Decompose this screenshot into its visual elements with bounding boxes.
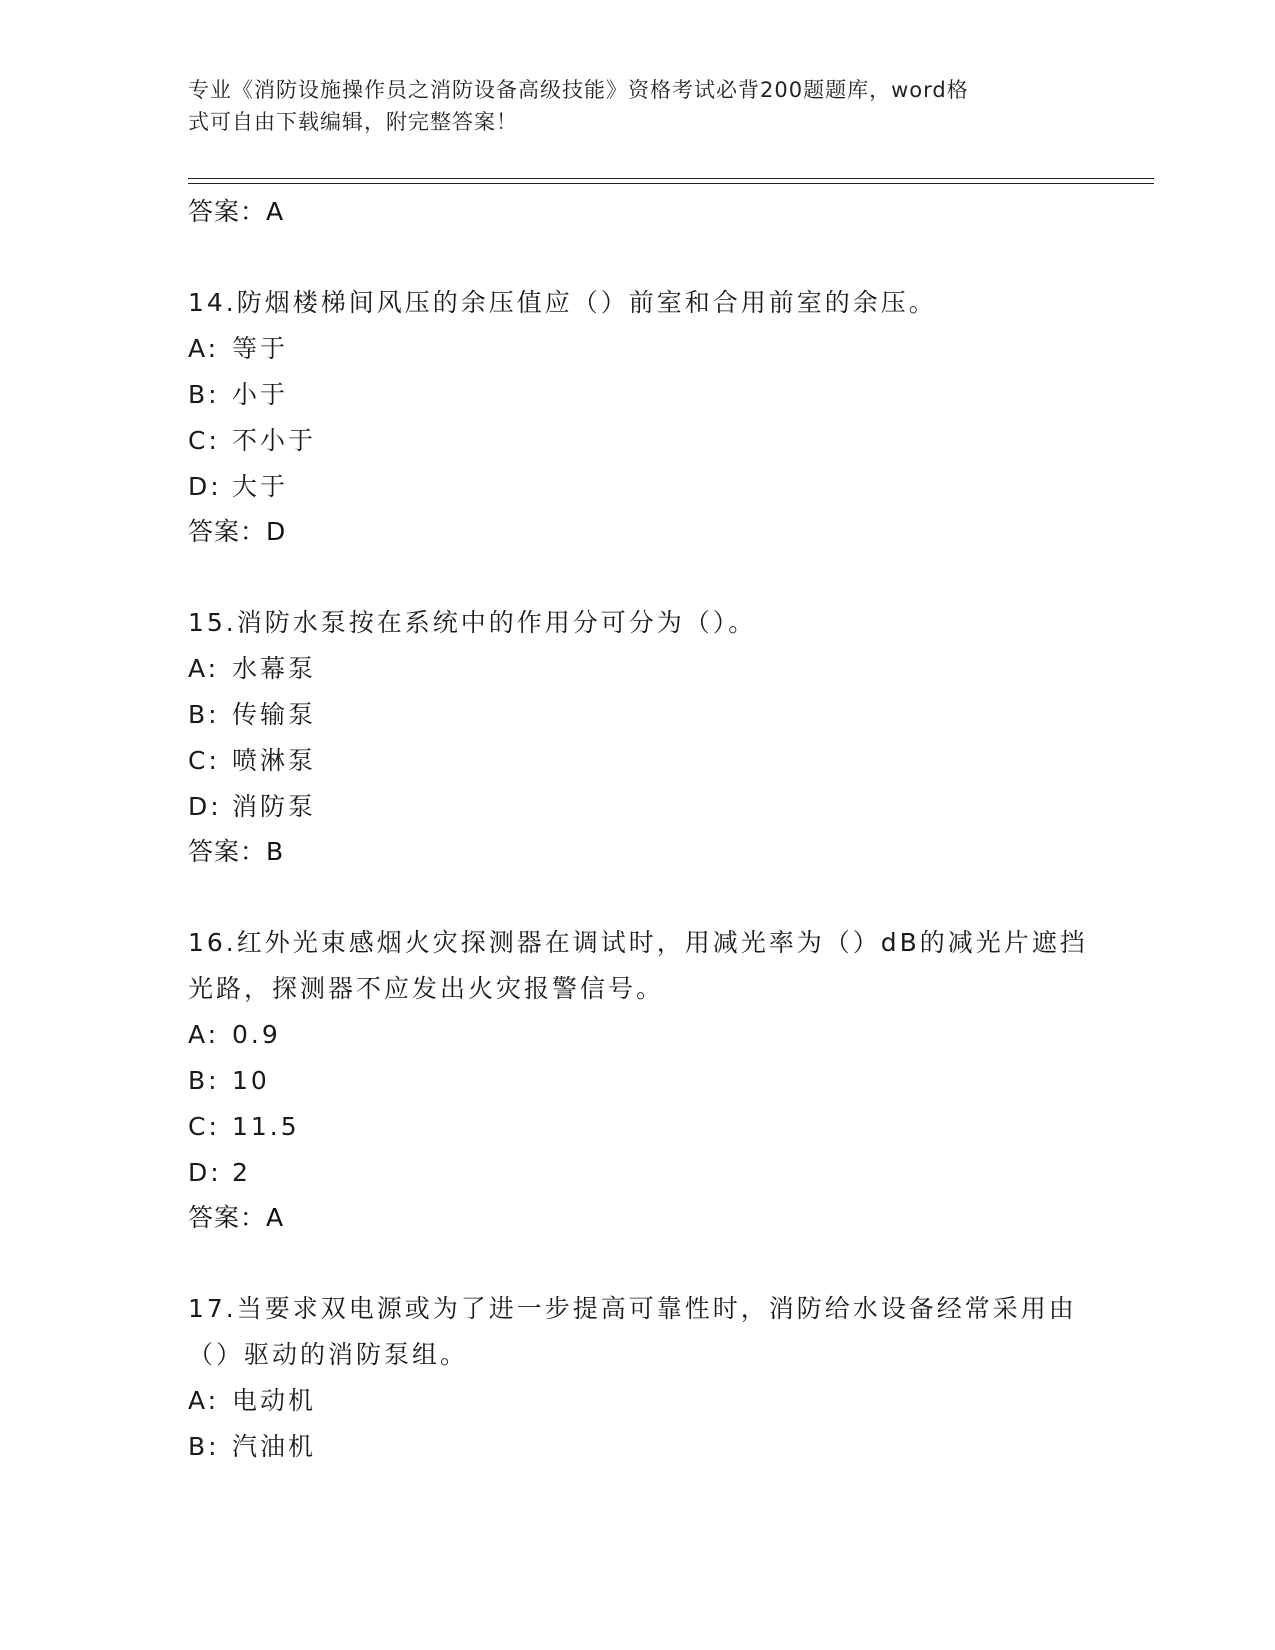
- answer-label: 答案：B: [188, 837, 285, 866]
- option-key: B:: [188, 1432, 220, 1461]
- question-item: [188, 600, 1088, 874]
- option-c: [188, 738, 1088, 784]
- option-d: [188, 464, 1088, 510]
- option-c: [188, 418, 1088, 464]
- question-list: [188, 190, 1088, 1470]
- header-divider-top: [188, 178, 1154, 179]
- option-text: 11.5: [232, 1112, 300, 1141]
- option-key: B:: [188, 380, 220, 409]
- option-b: [188, 1424, 1088, 1470]
- option-key: A:: [188, 654, 220, 683]
- question-text: 17.当要求双电源或为了进一步提高可靠性时，消防给水设备经常采用由（）驱动的消防泵组。: [188, 1294, 1077, 1369]
- option-c: [188, 1104, 1088, 1150]
- question-item: [188, 280, 1088, 554]
- option-text: 10: [232, 1066, 270, 1095]
- option-key: D:: [188, 1158, 222, 1187]
- option-text: 电动机: [232, 1386, 317, 1415]
- option-text: 汽油机: [232, 1432, 317, 1461]
- option-key: C:: [188, 426, 220, 455]
- option-text: 水幕泵: [232, 654, 317, 683]
- option-b: [188, 372, 1088, 418]
- option-key: B:: [188, 700, 220, 729]
- option-text: 2: [232, 1158, 251, 1187]
- option-key: A:: [188, 334, 220, 363]
- option-a: [188, 1012, 1088, 1058]
- option-key: D:: [188, 792, 222, 821]
- option-text: 传输泵: [232, 700, 317, 729]
- answer-label: 答案：A: [188, 197, 285, 226]
- option-b: [188, 1058, 1088, 1104]
- option-a: [188, 326, 1088, 372]
- option-key: D:: [188, 472, 222, 501]
- option-key: C:: [188, 746, 220, 775]
- option-a: [188, 646, 1088, 692]
- header-line-2: 式可自由下载编辑，附完整答案！: [188, 110, 518, 134]
- question-text: 14.防烟楼梯间风压的余压值应（）前室和合用前室的余压。: [188, 288, 937, 317]
- option-key: C:: [188, 1112, 220, 1141]
- option-key: A:: [188, 1386, 220, 1415]
- option-a: [188, 1378, 1088, 1424]
- question-item: [188, 1286, 1088, 1470]
- option-text: 不小于: [232, 426, 317, 455]
- option-text: 喷淋泵: [232, 746, 317, 775]
- option-key: B:: [188, 1066, 220, 1095]
- option-text: 0.9: [232, 1020, 281, 1049]
- option-d: [188, 1150, 1088, 1196]
- answer-label: 答案：A: [188, 1203, 285, 1232]
- option-d: [188, 784, 1088, 830]
- header-divider-bottom: [188, 183, 1154, 184]
- question-text: 15.消防水泵按在系统中的作用分可分为（）。: [188, 608, 757, 637]
- header-line-1: 专业《消防设施操作员之消防设备高级技能》资格考试必背200题题库，word格: [188, 78, 969, 102]
- option-text: 小于: [232, 380, 289, 409]
- option-b: [188, 692, 1088, 738]
- option-text: 等于: [232, 334, 289, 363]
- option-key: A:: [188, 1020, 220, 1049]
- document-header: [188, 74, 1068, 138]
- answer-label: 答案：D: [188, 517, 287, 546]
- question-item: [188, 920, 1088, 1240]
- question-text: 16.红外光束感烟火灾探测器在调试时，用减光率为（）dB的减光片遮挡光路，探测器不应发出火灾报警信号。: [188, 928, 1088, 1003]
- option-text: 消防泵: [232, 792, 317, 821]
- option-text: 大于: [232, 472, 289, 501]
